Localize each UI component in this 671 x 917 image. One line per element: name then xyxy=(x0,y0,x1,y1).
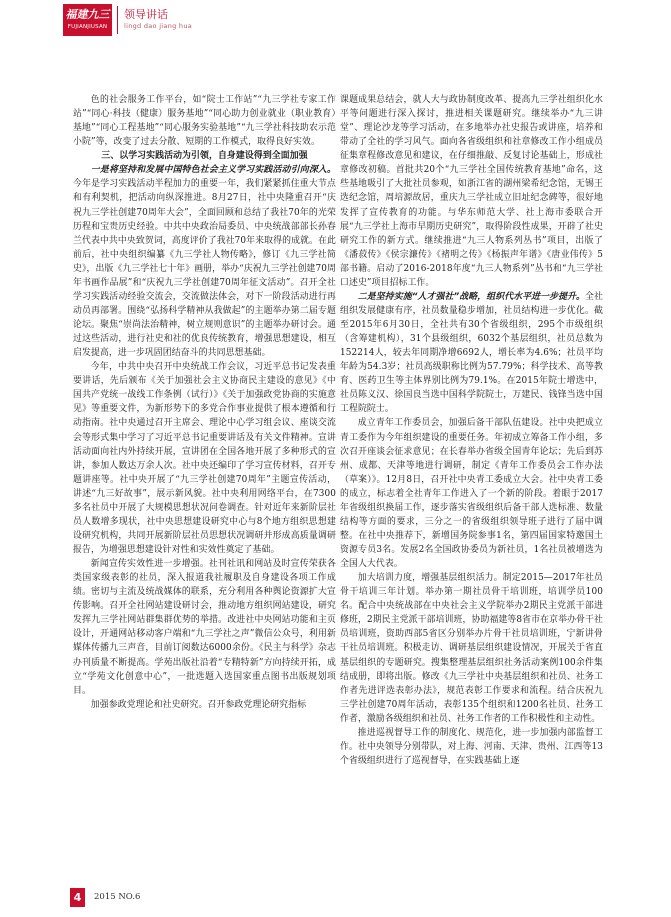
issue-label: 2015 NO.6 xyxy=(94,892,141,902)
section-title: 领导讲话 xyxy=(124,8,168,21)
paragraph xyxy=(73,163,336,360)
paragraph-body: 全社组织发展健康有序，社员数量稳步增加，社员结构进一步优化。截至2015年6月30日，全社共有30个省级组织，295个市级组织（含筹建机构），31个县级组织，6032个基层组织，社员总数为152214人，较去年同期净增6692人，增长率为4.6%；社员平均年龄为54.3岁；社员高级职称比例为57.79%；科学技术、高等教育、医药卫生等主体界别比例为79.1%。在2015年院士增选中，社员陈义汉、徐国良当选中国科学院院士，万建民、钱锋当选中国工程院院士。 xyxy=(340,291,603,415)
paragraph: 加大培训力度，增强基层组织活力。制定2015—2017年社员骨干培训三年计划。举办第一期社员骨干培训班，培训学员100名。配合中央统战部在中央社会主义学院举办2期民主党派干部进修班，2期民主党派干部培训班，协助福建等8省市在京举办骨干社员培训班，资助西部5省区分别举办片骨干社员培训班，宁新讲骨干社员培训班。积极走访、调研基层组织建设情况，开展关于省直基层组织的专题研究。搜集整理基层组织社务活动案例100余件集结成册，即将出版。修改《九三学社中央基层组织和社员、社务工作者先进评选表彰办法》，规范表彰工作要求和流程。结合庆祝九三学社创建70周年活动，表彰135个组织和1200名社员、社务工作者，激励各级组织和社员、社务工作者的工作积极性和主动性。 xyxy=(340,573,603,724)
page-footer xyxy=(0,888,671,917)
paragraph-body: 今年是学习实践活动半程加力的重要一年，我们紧紧抓住重大节点和有利契机，把活动向纵深推进。8月27日，社中央隆重召开“庆祝九三学社创建70周年大会”，全面回顾和总结了我社70年的光荣历程和宝贵历史经验。中共中央政治局委员、中央统战部部长孙春兰代表中共中央致贺词，高度评价了我社70年来取得的成就。在此前后，社中央组织编纂《九三学社人物传略》，修订《九三学社简史》，出版《九三学社七十年》画册，举办“庆祝九三学社创建70周年书画作品展”和“庆祝九三学社创建70周年征文活动”。召开全社学习实践活动经验交流会，交流做法体会，对下一阶段活动进行再动员再部署。围绕“弘扬科学精神从我做起”的主题举办第二届专题论坛。聚焦“崇尚法治精神，树立规则意识”的主题举办研讨会。通过这些活动，进行社史和社的优良传统教育，增强思想建设，相互启发提高，进一步巩固团结奋斗的共同思想基础。 xyxy=(73,179,336,359)
page-header xyxy=(0,0,671,44)
paragraph: 课题成果总结会，就人大与政协制度改革、提高九三学社组织化水平等问题进行深入探讨，推进相关课题研究。继续举办“九三讲堂”、理论沙龙等学习活动，在多地举办社史报告或讲座，培养和带动了全社的学习风气。面向各省级组织和社章修改工作小组成员征集章程修改意见和建议，在仔细推敲、反复讨论基础上，形成社章修改初稿。首批共20个“九三学社全国传统教育基地”命名，这些基地吸引了大批社员参观，如浙江省的湖州梁希纪念馆，无锡王选纪念馆，周培源故居，重庆九三学社成立旧址纪念碑等，很好地发挥了宣传教育的功能。与华东师范大学、社上海市委联合开展“九三学社上海市早期历史研究”，取得阶段性成果，开辟了社史研究工作的新方式。继续推进“九三人物系列丛书”项目，出版了《潘菽传》《侯宗濂传》《褚明之传》《杨振声年谱》《唐业伟传》5部书籍。启动了2016-2018年度“九三人物系列”丛书和“九三学社口述史”项目招标工作。 xyxy=(340,95,603,288)
logo-title: 福建九三 xyxy=(65,8,110,21)
right-column xyxy=(340,93,603,861)
paragraph-lead: 一是将坚持和发展中国特色社会主义学习实践活动引向深入。 xyxy=(90,165,336,176)
header-divider xyxy=(117,6,118,34)
section-pinyin: lingd dao jiang hua xyxy=(124,22,193,30)
section-heading: 三、以学习实践活动为引领，自身建设得到全面加强 xyxy=(101,151,308,162)
paragraph: 新闻宣传实效性进一步增强。社刊社讯和网站及时宣传荣获各类国家级表彰的社员，深入报道我社履职及自身建设各项工作成绩。密切与主流及统战媒体的联系，充分利用各种舆论资源扩大宣传影响。召开全社网站建设研讨会，推动地方组织网站建设，研究发挥九三学社网站群集群优势的举措。改进社中央网站功能和主页设计，开通网站移动客户端和“九三学社之声”微信公众号，利用新媒体传播九三声音，目前订阅数达6000余份。《民主与科学》杂志办刊质量不断提高。学苑出版社沿着“专精特新”方向持续开拓，成立“学苑文化创意中心”，一批选题入选国家重点图书出版规划项目。 xyxy=(73,559,336,696)
paragraph: 成立青年工作委员会，加强后备干部队伍建设。社中央把成立青工委作为今年组织建设的重要任务。年初成立筹备工作小组，多次召开座谈会征求意见；在长春举办省级全国青年论坛；先后到苏州、成都、天津等地进行调研，制定《青年工作委员会工作办法（草案）》。12月8日，召开社中央青工委成立大会。社中央青工委的成立，标志着全社青年工作进入了一个新的阶段。着眼于2017年省级组织换届工作，逐步落实省级组织后备干部人选标准、数量结构等方面的要求，三分之一的省级组织领导班子进行了届中调整。在社中央推荐下，新增国务院参事1名，第四届国家特邀国土资源专员3名。发展2名全国政协委员为新社员，1名社员被增选为全国人大代表。 xyxy=(340,418,603,570)
paragraph: 今年，中共中央召开中央统战工作会议，习近平总书记发表重要讲话，先后颁布《关于加强社会主义协商民主建设的意见》《中国共产党统一战线工作条例（试行）》《关于加强政党协商的实施意见》等重要文件，为新形势下的多党合作事业提供了根本遵循和行动指南。社中央通过召开主席会、理论中心学习组会议、座谈交流会等形式集中学习了习近平总书记重要讲话及有关文件精神。宣讲活动面向社内外持续开展，宣讲团在全国各地开展了多种形式的宣讲，参加人数达万余人次。社中央还编印了学习宣传材料，召开专题讲座等。社中央开展了“九三学社创建70周年”主题宣传活动，讲述“九三好故事”，展示新风貌。社中央利用网络平台，在7300多名社员中开展了大规模思想状况问卷调查。针对近年来新阶层社员人数增多现状，社中央思想建设研究中心与8个地方组织思想建设研究机构，共同开展新阶层社员思想状况调研并形成高质量调研报告，为增强思想建设针对性和实效性奠定了基础。 xyxy=(73,362,336,555)
page-number: 4 xyxy=(70,888,85,907)
paragraph xyxy=(340,290,603,417)
paragraph: 加强参政党理论和社史研究。召开参政党理论研究指标 xyxy=(90,699,307,710)
magazine-logo xyxy=(63,4,112,36)
left-column xyxy=(73,93,336,861)
paragraph-lead: 二是坚持实施“人才强社”战略，组织代水平进一步提升。 xyxy=(357,291,586,302)
paragraph: 色的社会服务工作平台，如“院士工作站”“九三学社专家工作站”“同心·科技（健康）服务基地”“同心助力创业就业（职业教育）基地”“同心工程基地”“同心服务实验基地”“九三学社科技助农示范小院”等，改变了过去分散、短期的工作模式，取得良好实效。 xyxy=(73,95,336,148)
logo-subtitle: FUJIANJIUSAN xyxy=(67,24,108,30)
paragraph: 推进巡视督导工作的制度化、规范化，进一步加强内部监督工作。社中央领导分别带队，对上海、河南、天津、贵州、江西等13个省级组织进行了巡视督导，在实践基础上逐 xyxy=(340,727,603,766)
